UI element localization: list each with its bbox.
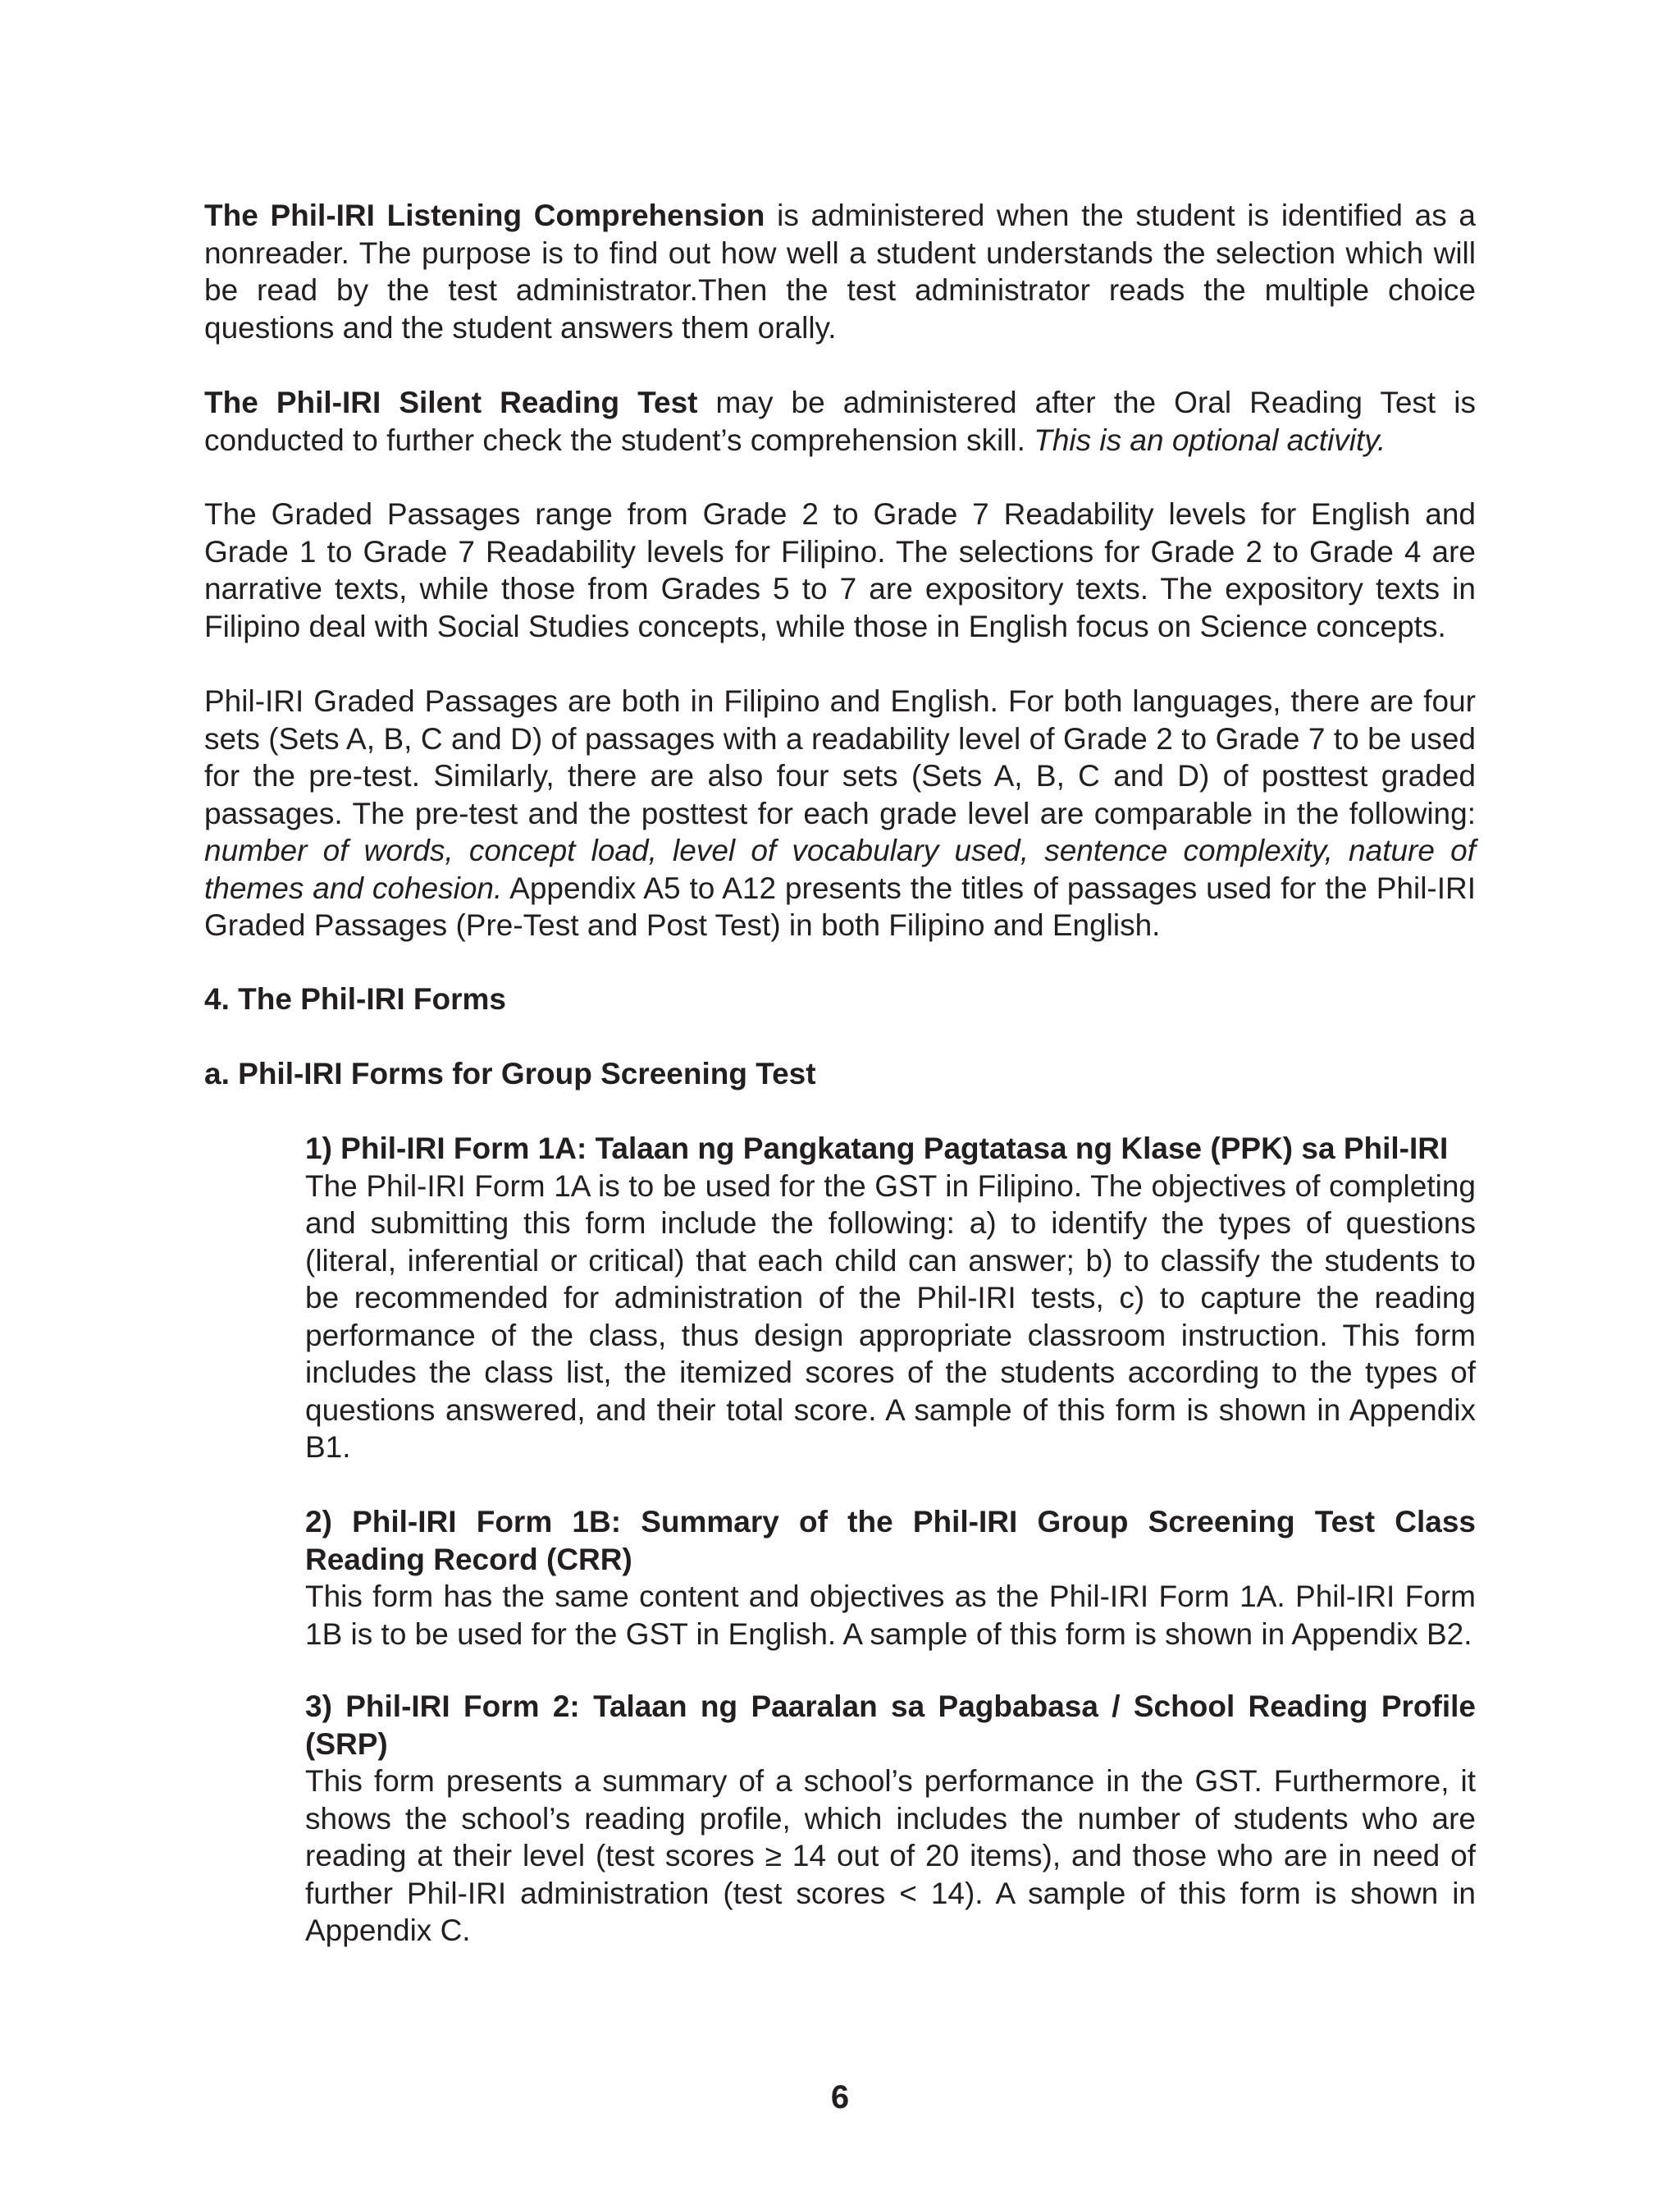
form-description: This form has the same content and objectives as the Phil-IRI Form 1A. Phil-IRI Form 1B is to be used for the GST in English. A sample of this form is shown in Appendix B2. [305, 1580, 1476, 1651]
paragraph-text: is administered when the student is identified as a nonreader. The purpose is to find out how well a student understands the selection which will be read by the test administrator.Then the test administrator reads the multiple choice questions and the student answers them orally. [204, 199, 1477, 345]
section-heading: 4. The Phil-IRI Forms [204, 982, 506, 1016]
paragraph-lead-bold: The Phil-IRI Silent Reading Test [204, 386, 698, 419]
paragraph-italic-list: number of words, concept load, level of vocabulary used, sentence complexity, nature of themes and cohesion. [204, 834, 1476, 905]
form-title: 1) Phil-IRI Form 1A: Talaan ng Pangkatang Pagtatasa ng Klase (PPK) sa Phil-IRI [305, 1132, 1449, 1165]
paragraph-italic-note: This is an optional activity. [1034, 423, 1386, 457]
form-2-block [305, 1688, 1476, 1950]
form-description: The Phil-IRI Form 1A is to be used for the GST in Filipino. The objectives of completing and submitting this form include the following: a) to identify the types of questions (literal, inferential or critical) that each child can answer; b) to classify the students to be recommended for administration of the Phil-IRI tests, c) to capture the reading performance of the class, thus design appropriate classroom instruction. This form includes the class list, the itemized scores of the students according to the types of questions answered, and their total score. A sample of this form is shown in Appendix B1. [305, 1168, 1476, 1464]
form-title: 3) Phil-IRI Form 2: Talaan ng Paaralan sa Pagbabasa / School Reading Profile (SRP) [305, 1689, 1476, 1761]
paragraph-graded-passages-sets [204, 683, 1476, 944]
paragraph-silent-reading [204, 384, 1476, 459]
paragraph-text: The Graded Passages range from Grade 2 to Grade 7 Readability levels for English and Grade 1 to Grade 7 Readability levels for Filipino. The selections for Grade 2 to Grade 4 are narrative texts, while those from Grades 5 to 7 are expository texts. The expository texts in Filipino deal with Social Studies concepts, while those in English focus on Science concepts. [204, 497, 1476, 643]
paragraph-listening-comprehension [204, 197, 1476, 346]
paragraph-text: may be administered after the Oral Reading Test is conducted to further check the student’s comprehension skill. [204, 386, 1476, 457]
form-1a-block [305, 1130, 1476, 1466]
paragraph-graded-passages-range [204, 496, 1476, 645]
form-title: 2) Phil-IRI Form 1B: Summary of the Phil-IRI Group Screening Test Class Reading Record (CRR) [305, 1505, 1476, 1576]
subsection-heading: a. Phil-IRI Forms for Group Screening Test [204, 1057, 816, 1090]
paragraph-lead-bold: The Phil-IRI Listening Comprehension [204, 199, 765, 232]
form-1b-block [305, 1503, 1476, 1653]
paragraph-text: Phil-IRI Graded Passages are both in Filipino and English. For both languages, there are four sets (Sets A, B, C and D) of passages with a readability level of Grade 2 to Grade 7 to be used for the pre-test. Similarly, there are also four sets (Sets A, B, C and D) of posttest graded passages. The pre-test and the posttest for each grade level are comparable in the following: [204, 684, 1476, 830]
paragraph-text-tail: Appendix A5 to A12 presents the titles of passages used for the Phil-IRI Graded Passages (Pre-Test and Post Test) in both Filipino and English. [204, 871, 1477, 942]
page-number: 6 [830, 2079, 850, 2115]
form-description: This form presents a summary of a school’s performance in the GST. Furthermore, it shows the school’s reading profile, which includes the number of students who are reading at their level (test scores ≥ 14 out of 20 items), and those who are in need of further Phil-IRI administration (test scores < 14). A sample of this form is shown in Appendix C. [305, 1764, 1476, 1947]
